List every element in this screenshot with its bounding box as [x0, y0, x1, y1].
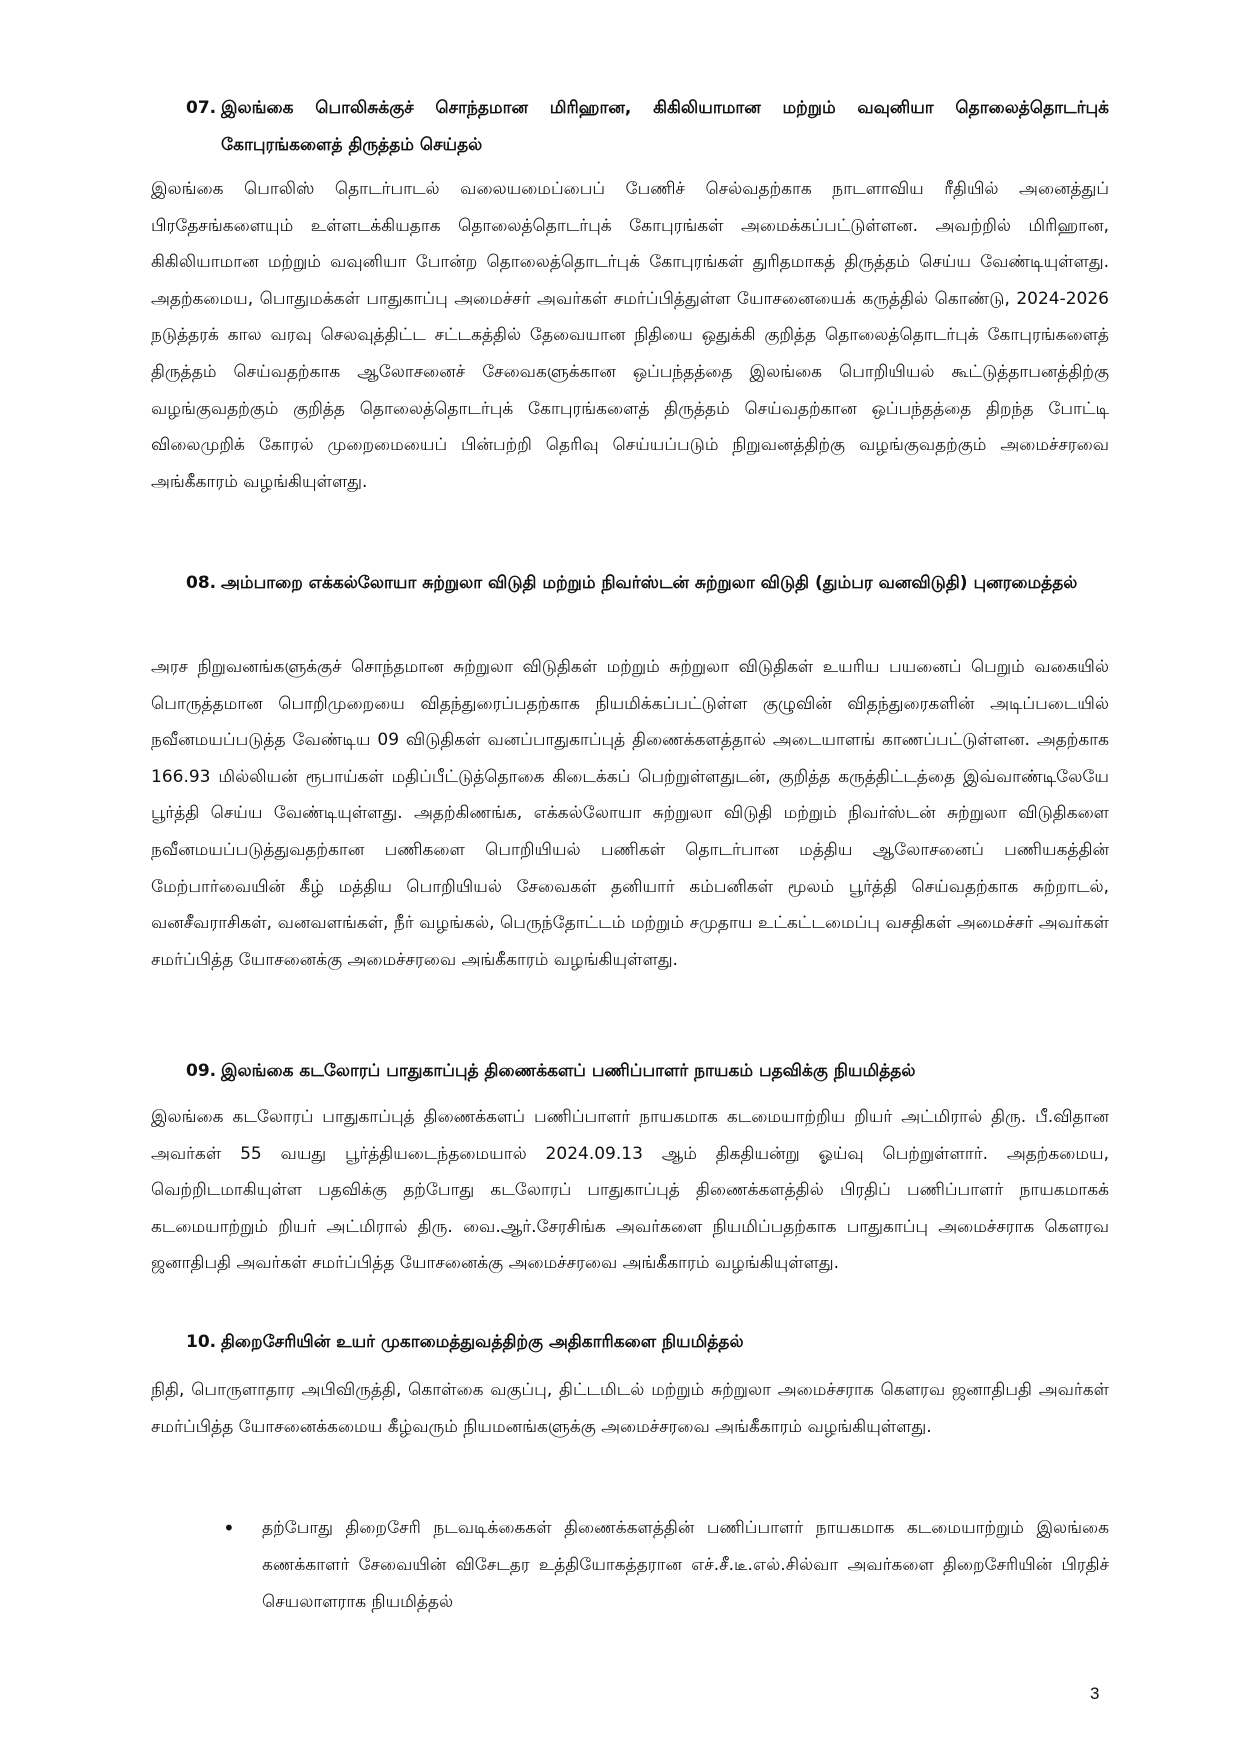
section-title: திறைசேரியின் உயர் முகாமைத்துவத்திற்கு அதிகாரிகளை நியமித்தல்	[221, 1332, 744, 1352]
list-item-text: தற்போது திறைசேரி நடவடிக்கைகள் திணைக்களத்தின் பணிப்பாளர் நாயகமாக கடமையாற்றும் இலங்கை கணக்காளர் சேவையின் விசேடதர உத்தியோகத்தரான எச்.சீ.டீ.எல்.சில்வா அவர்களை திறைசேரியின் பிரதிச் செயலாளராக நியமித்தல்	[262, 1518, 1109, 1612]
section-body: இலங்கை பொலிஸ் தொடர்பாடல் வலையமைப்பைப் பேணிச் செல்வதற்காக நாடளாவிய ரீதியில் அனைத்துப் பிரதேசங்களையும் உள்ளடக்கியதாக தொலைத்தொடர்புக் கோபுரங்கள் அமைக்கப்பட்டுள்ளன. அவற்றில் மிரிஹான, கிகிலியாமான மற்றும் வவுனியா போன்ற தொலைத்தொடர்புக் கோபுரங்கள் துரிதமாகத் திருத்தம் செய்ய வேண்டியுள்ளது. அதற்கமைய, பொதுமக்கள் பாதுகாப்பு அமைச்சர் அவர்கள் சமர்ப்பித்துள்ள யோசனையைக் கருத்தில் கொண்டு, 2024-2026 நடுத்தரக் கால வரவு செலவுத்திட்ட சட்டகத்தில் தேவையான நிதியை ஒதுக்கி குறித்த தொலைத்தொடர்புக் கோபுரங்களைத் திருத்தம் செய்வதற்காக ஆலோசனைச் சேவைகளுக்கான ஒப்பந்தத்தை இலங்கை பொறியியல் கூட்டுத்தாபனத்திற்கு வழங்குவதற்கும் குறித்த தொலைத்தொடர்புக் கோபுரங்களைத் திருத்தம் செய்வதற்கான ஒப்பந்தத்தை திறந்த போட்டி விலைமுறிக் கோரல் முறைமையைப் பின்பற்றி தெரிவு செய்யப்படும் நிறுவனத்திற்கு வழங்குவதற்கும் அமைச்சரவை அங்கீகாரம் வழங்கியுள்ளது.	[151, 179, 1109, 492]
section-body: அரச நிறுவனங்களுக்குச் சொந்தமான சுற்றுலா விடுதிகள் மற்றும் சுற்றுலா விடுதிகள் உயரிய பயனைப் பெறும் வகையில் பொருத்தமான பொறிமுறையை விதந்துரைப்பதற்காக நியமிக்கப்பட்டுள்ள குழுவின் விதந்துரைகளின் அடிப்படையில் நவீனமயப்படுத்த வேண்டிய 09 விடுதிகள் வனப்பாதுகாப்புத் திணைக்களத்தால் அடையாளங் காணப்பட்டுள்ளன. அதற்காக 166.93 மில்லியன் ரூபாய்கள் மதிப்பீட்டுத்தொகை கிடைக்கப் பெற்றுள்ளதுடன், குறித்த கருத்திட்டத்தை இவ்வாண்டிலேயே பூர்த்தி செய்ய வேண்டியுள்ளது. அதற்கிணங்க, எக்கல்லோயா சுற்றுலா விடுதி மற்றும் நிவர்ஸ்டன் சுற்றுலா விடுதிகளை நவீனமயப்படுத்துவதற்கான பணிகளை பொறியியல் பணிகள் தொடர்பான மத்திய ஆலோசனைப் பணியகத்தின் மேற்பார்வையின் கீழ் மத்திய பொறியியல் சேவைகள் தனியார் கம்பனிகள் மூலம் பூர்த்தி செய்வதற்காக சுற்றாடல், வனசீவராசிகள், வனவளங்கள், நீர் வழங்கல், பெருந்தோட்டம் மற்றும் சமுதாய உட்கட்டமைப்பு வசதிகள் அமைச்சர் அவர்கள் சமர்ப்பித்த யோசனைக்கு அமைச்சரவை அங்கீகாரம் வழங்கியுள்ளது.	[151, 657, 1109, 970]
section-heading	[186, 565, 1109, 602]
section-number: 10.	[186, 1332, 217, 1352]
section-title: இலங்கை பொலிசுக்குச் சொந்தமான மிரிஹான, கிகிலியாமான மற்றும் வவுனியா தொலைத்தொடர்புக் கோபுரங்களைத் திருத்தம் செய்தல்	[221, 98, 1109, 155]
page-number: 3	[1090, 1684, 1100, 1703]
section-heading	[186, 90, 1109, 164]
section-body: நிதி, பொருளாதார அபிவிருத்தி, கொள்கை வகுப்பு, திட்டமிடல் மற்றும் சுற்றுலா அமைச்சராக கௌரவ ஜனாதிபதி அவர்கள் சமர்ப்பித்த யோசனைக்கமைய கீழ்வரும் நியமனங்களுக்கு அமைச்சரவை அங்கீகாரம் வழங்கியுள்ளது.	[151, 1380, 1109, 1437]
section-title: இலங்கை கடலோரப் பாதுகாப்புத் திணைக்களப் பணிப்பாளர் நாயகம் பதவிக்கு நியமித்தல்	[221, 1061, 916, 1081]
bullet-icon: •	[223, 1516, 235, 1540]
section-number: 09.	[186, 1061, 217, 1081]
section-body: இலங்கை கடலோரப் பாதுகாப்புத் திணைக்களப் பணிப்பாளர் நாயகமாக கடமையாற்றிய றியர் அட்மிரால் திரு. பீ.விதான அவர்கள் 55 வயது பூர்த்தியடைந்தமையால் 2024.09.13 ஆம் திகதியன்று ஓய்வு பெற்றுள்ளார். அதற்கமைய, வெற்றிடமாகியுள்ள பதவிக்கு தற்போது கடலோரப் பாதுகாப்புத் திணைக்களத்தில் பிரதிப் பணிப்பாளர் நாயகமாகக் கடமையாற்றும் றியர் அட்மிரால் திரு. வை.ஆர்.சேரசிங்க அவர்களை நியமிப்பதற்காக பாதுகாப்பு அமைச்சராக கௌரவ ஜனாதிபதி அவர்கள் சமர்ப்பித்த யோசனைக்கு அமைச்சரவை அங்கீகாரம் வழங்கியுள்ளது.	[151, 1107, 1109, 1274]
section-number: 07.	[186, 98, 217, 118]
section-heading	[186, 1053, 1109, 1090]
section-number: 08.	[186, 573, 217, 593]
list-item	[223, 1510, 1109, 1621]
section-title: அம்பாறை எக்கல்லோயா சுற்றுலா விடுதி மற்றும் நிவர்ஸ்டன் சுற்றுலா விடுதி (தும்பர வனவிடுதி) புனரமைத்தல்	[221, 573, 1078, 593]
section-heading	[186, 1324, 1109, 1361]
